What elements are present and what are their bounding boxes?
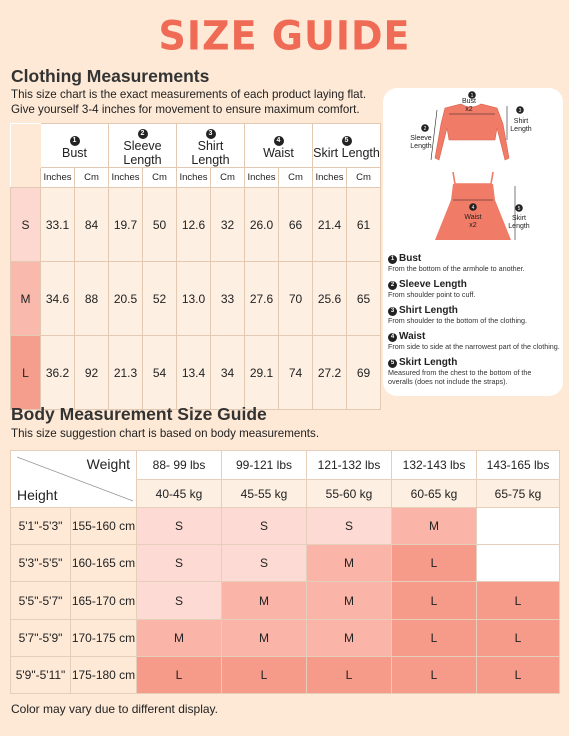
col-bust <box>41 124 109 168</box>
size-cell: S <box>137 582 222 620</box>
garment-diagram <box>383 88 563 248</box>
size-cell: S <box>222 545 307 582</box>
lbs-cell: 143-165 lbs <box>477 451 560 480</box>
number-badge-5: 5 <box>342 136 352 146</box>
number-badge-2: 2 <box>138 129 148 139</box>
legend-num: 1 <box>388 255 397 264</box>
size-row-l <box>11 336 381 410</box>
height-row <box>11 508 560 545</box>
value-cell: 54 <box>143 336 177 410</box>
unit-inches: Inches <box>177 168 211 188</box>
size-cell: L <box>392 582 477 620</box>
size-cell: S <box>307 508 392 545</box>
col-waist <box>245 124 313 168</box>
value-cell: 70 <box>279 262 313 336</box>
body-size-table <box>10 450 560 694</box>
kg-cell: 65-75 kg <box>477 480 560 508</box>
col-label: Shirt Length <box>191 139 230 167</box>
size-cell: M <box>222 582 307 620</box>
lbs-cell: 132-143 lbs <box>392 451 477 480</box>
size-cell: M <box>222 620 307 657</box>
height-ft: 5'9"-5'11" <box>11 657 71 694</box>
size-label: S <box>11 188 41 262</box>
size-cell: S <box>137 508 222 545</box>
height-cm: 165-170 cm <box>71 582 137 620</box>
size-cell: L <box>477 657 560 694</box>
diagram-sleeve-label-1: Sleeve <box>410 135 432 142</box>
number-badge-1: 1 <box>70 136 80 146</box>
size-cell: L <box>477 620 560 657</box>
legend-name: Bust <box>399 253 422 264</box>
unit-inches: Inches <box>109 168 143 188</box>
value-cell: 33.1 <box>41 188 75 262</box>
col-sleeve-length <box>109 124 177 168</box>
diagram-shirt-label-2: Length <box>510 126 532 133</box>
diagram-skirt-label-2: Length <box>508 223 530 230</box>
height-row <box>11 657 560 694</box>
diagram-bust-mult: x2 <box>465 106 473 113</box>
value-cell: 66 <box>279 188 313 262</box>
corner-cell <box>11 124 41 168</box>
number-badge-4: 4 <box>274 136 284 146</box>
clothing-desc-1: This size chart is the exact measurements of each product laying flat. <box>11 88 367 101</box>
unit-cm: Cm <box>279 168 313 188</box>
height-row <box>11 545 560 582</box>
color-disclaimer: Color may vary due to different display. <box>11 702 218 716</box>
kg-cell: 45-55 kg <box>222 480 307 508</box>
col-label: Skirt Length <box>313 146 380 160</box>
height-label: Height <box>17 487 58 503</box>
legend-num: 5 <box>388 359 397 368</box>
col-shirt-length <box>177 124 245 168</box>
kg-cell: 40-45 kg <box>137 480 222 508</box>
weight-label: Weight <box>86 456 130 472</box>
size-cell: L <box>477 582 560 620</box>
value-cell: 88 <box>75 262 109 336</box>
diagram-shirt-label-1: Shirt <box>513 118 529 125</box>
legend-waist <box>388 331 568 351</box>
legend-num: 3 <box>388 307 397 316</box>
legend-num: 2 <box>388 281 397 290</box>
size-cell: L <box>307 657 392 694</box>
size-cell: L <box>392 545 477 582</box>
value-cell: 36.2 <box>41 336 75 410</box>
value-cell: 19.7 <box>109 188 143 262</box>
badge-num-5: 5 <box>517 206 521 212</box>
diagram-waist-label: Waist <box>464 214 482 221</box>
size-cell-empty <box>477 508 560 545</box>
lbs-cell: 88- 99 lbs <box>137 451 222 480</box>
legend-name: Shirt Length <box>399 305 458 316</box>
unit-inches: Inches <box>245 168 279 188</box>
legend-desc: From shoulder point to cuff. <box>388 290 476 299</box>
height-ft: 5'1"-5'3" <box>11 508 71 545</box>
height-cm: 160-165 cm <box>71 545 137 582</box>
lbs-cell: 99-121 lbs <box>222 451 307 480</box>
weight-height-corner <box>11 451 137 508</box>
diagram-bust-label: Bust <box>461 98 477 105</box>
badge-num-4: 4 <box>471 205 475 211</box>
unit-cm: Cm <box>347 168 381 188</box>
unit-inches: Inches <box>313 168 347 188</box>
kg-cell: 55-60 kg <box>307 480 392 508</box>
clothing-desc-2: Give yourself 3-4 inches for movement to ensure maximum comfort. <box>11 103 360 116</box>
size-row-s <box>11 188 381 262</box>
size-cell: M <box>307 545 392 582</box>
badge-num-3: 3 <box>518 108 522 114</box>
value-cell: 20.5 <box>109 262 143 336</box>
height-cm: 170-175 cm <box>71 620 137 657</box>
diagram-sleeve-label-2: Length <box>410 143 432 150</box>
col-label: Waist <box>263 146 294 160</box>
legend-name: Sleeve Length <box>399 279 467 290</box>
value-cell: 69 <box>347 336 381 410</box>
clothing-size-table <box>10 123 381 410</box>
size-cell: S <box>222 508 307 545</box>
kg-cell: 60-65 kg <box>392 480 477 508</box>
corner-cell <box>11 168 41 188</box>
diagram-waist-mult: x2 <box>469 222 477 229</box>
size-cell: L <box>222 657 307 694</box>
value-cell: 27.2 <box>313 336 347 410</box>
body-heading: Body Measurement Size Guide <box>11 404 267 424</box>
value-cell: 74 <box>279 336 313 410</box>
value-cell: 29.1 <box>245 336 279 410</box>
col-label: Bust <box>61 146 87 160</box>
legend-name: Skirt Length <box>399 357 458 368</box>
lbs-cell: 121-132 lbs <box>307 451 392 480</box>
value-cell: 26.0 <box>245 188 279 262</box>
value-cell: 50 <box>143 188 177 262</box>
size-label: L <box>11 336 41 410</box>
value-cell: 12.6 <box>177 188 211 262</box>
value-cell: 27.6 <box>245 262 279 336</box>
col-skirt-length <box>313 124 381 168</box>
size-label: M <box>11 262 41 336</box>
value-cell: 13.0 <box>177 262 211 336</box>
size-cell: L <box>392 620 477 657</box>
badge-num-2: 2 <box>423 126 427 132</box>
height-ft: 5'5"-5'7" <box>11 582 71 620</box>
height-cm: 155-160 cm <box>71 508 137 545</box>
value-cell: 65 <box>347 262 381 336</box>
legend-desc: From shoulder to the bottom of the clothing. <box>388 316 528 325</box>
clothing-header-row <box>11 124 381 168</box>
clothing-heading: Clothing Measurements <box>11 66 210 86</box>
height-ft: 5'7"-5'9" <box>11 620 71 657</box>
legend-name: Waist <box>399 331 426 342</box>
value-cell: 61 <box>347 188 381 262</box>
page-title: SIZE GUIDE <box>158 12 411 60</box>
legend-skirt-length <box>388 357 568 386</box>
body-desc: This size suggestion chart is based on body measurements. <box>11 427 320 440</box>
legend-shirt-length <box>388 305 568 325</box>
value-cell: 25.6 <box>313 262 347 336</box>
value-cell: 52 <box>143 262 177 336</box>
unit-inches: Inches <box>41 168 75 188</box>
size-cell: M <box>392 508 477 545</box>
legend-sleeve-length <box>388 279 568 299</box>
height-row <box>11 582 560 620</box>
legend-desc: From side to side at the narrowest part of the clothing. <box>388 342 560 351</box>
legend-desc: From the bottom of the armhole to another. <box>388 264 525 273</box>
size-row-m <box>11 262 381 336</box>
unit-row <box>11 168 381 188</box>
value-cell: 34.6 <box>41 262 75 336</box>
unit-cm: Cm <box>75 168 109 188</box>
size-cell: L <box>392 657 477 694</box>
size-cell-empty <box>477 545 560 582</box>
value-cell: 84 <box>75 188 109 262</box>
col-label: Sleeve Length <box>123 139 162 167</box>
size-cell: M <box>307 620 392 657</box>
legend-desc-2: overalls (does not include the straps). <box>388 377 508 386</box>
height-cm: 175-180 cm <box>71 657 137 694</box>
number-badge-3: 3 <box>206 129 216 139</box>
value-cell: 21.3 <box>109 336 143 410</box>
size-cell: L <box>137 657 222 694</box>
height-ft: 5'3"-5'5" <box>11 545 71 582</box>
value-cell: 32 <box>211 188 245 262</box>
lbs-row <box>11 451 560 480</box>
size-cell: M <box>307 582 392 620</box>
value-cell: 34 <box>211 336 245 410</box>
value-cell: 13.4 <box>177 336 211 410</box>
diagram-skirt-label-1: Skirt <box>512 215 526 222</box>
legend-desc: Measured from the chest to the bottom of the <box>388 368 532 377</box>
size-cell: S <box>137 545 222 582</box>
legend-bust <box>388 253 568 273</box>
size-cell: M <box>137 620 222 657</box>
value-cell: 21.4 <box>313 188 347 262</box>
unit-cm: Cm <box>211 168 245 188</box>
height-row <box>11 620 560 657</box>
unit-cm: Cm <box>143 168 177 188</box>
badge-num-1: 1 <box>470 93 474 99</box>
value-cell: 33 <box>211 262 245 336</box>
value-cell: 92 <box>75 336 109 410</box>
legend-num: 4 <box>388 333 397 342</box>
